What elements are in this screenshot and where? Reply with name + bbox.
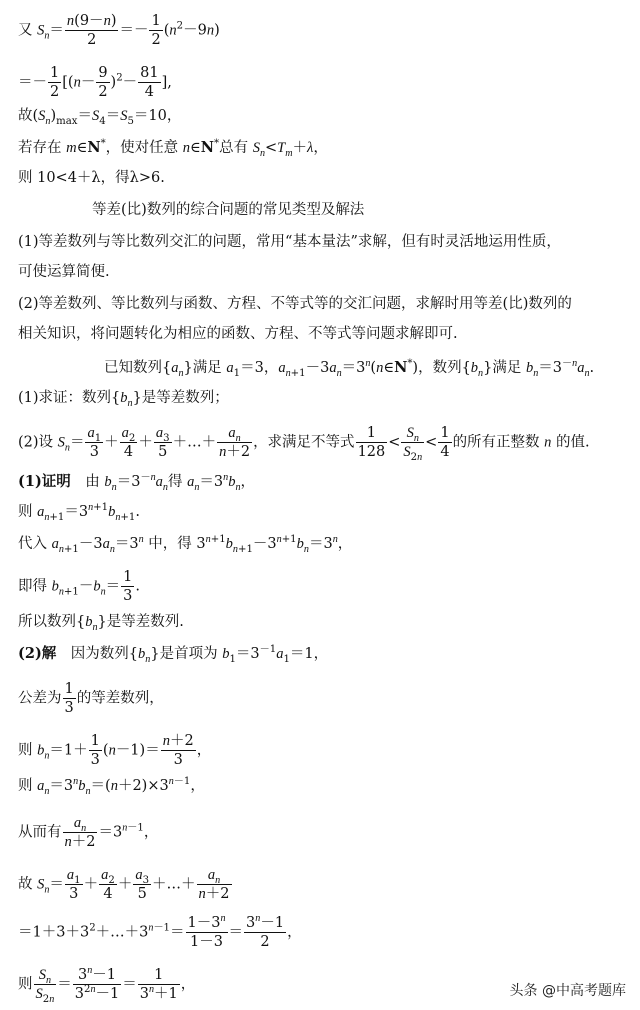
solve-start: (2)解 因为数列$\{b_n\}$是首项为 $b_1=3^{-1}a_1=1$， (18, 644, 329, 665)
proof-start: (1)证明 由 $b_n=3^{-n}a_n$得 $a_n=3^nb_n$， (18, 472, 255, 493)
line-exists: 若存在 m∈N*，使对任意 n∈N*总有 $S_n<T_m+\lambda$， (18, 138, 328, 159)
para-1b: 可使运算简便. (18, 264, 110, 280)
para-2b: 相关知识，将问题转化为相应的函数、方程、不等式等问题求解即可. (18, 326, 458, 342)
para-2a: (2)等差数列、等比数列与函数、方程、不等式等的交汇问题，求解时用等差(比)数列的 (18, 296, 572, 312)
question-2: (2)设 $S_n=$ $\frac{a_1}{3}$ ＋ $\frac{a_2}{4}$ ＋ $\frac{a_3}{5}$ ＋…＋ $\frac{a_n}{n+2}$ ，求满足不等式 $\frac{1}{128}$ < $\frac{S_n}{S_{2n}}$ < $\frac{1}{4}$ 的所有正整数 n 的值. (18, 425, 590, 463)
proof-line-4: 即得 $b_{n+1}-b_n=$ $\frac{1}{3}$ . (18, 569, 141, 604)
solve-an: 则 $a_n=3^nb_n=(n+2)\times 3^{n-1}$， (18, 776, 205, 797)
line-lambda: 则 10<4＋λ，得λ>6. (18, 170, 165, 186)
line-completed-square: ＝－ $\frac{1}{2}$ [(n－ $\frac{9}{2}$ )$^2$－ $\frac{81}{4}$ ], (18, 65, 172, 100)
solve-sum: $=1+3+3^2+\dots+3^{n-1}=$ $\frac{1-3^n}{1-3}$ ＝ $\frac{3^n-1}{2}$ ， (18, 913, 302, 950)
solve-sn-ratio: 则 $\frac{S_n}{S_{2n}}$ ＝ $\frac{3^n-1}{3^{2n}-1}$ ＝ $\frac{1}{3^n+1}$ ， (18, 965, 196, 1005)
proof-label: (1)证明 (18, 473, 71, 490)
solve-bn: 则 $b_n=1+$ $\frac{1}{3}$ (n－1)＝ $\frac{n+2}{3}$ ， (18, 733, 212, 768)
solve-ratio: 从而有 $\frac{a_n}{n+2}$ $=3^{n-1}$， (18, 815, 159, 850)
proof-line-2: 则 $a_{n+1}=3^{n+1}b_{n+1}$. (18, 502, 140, 523)
para-1a: (1)等差数列与等比数列交汇的问题，常用“基本量法”求解，但有时灵活地运用性质， (18, 234, 561, 250)
solve-label: (2)解 (18, 645, 57, 662)
line-max: 故$(S_n)_{max}=S_4=S_5=10$， (18, 108, 182, 127)
solve-common-diff: 公差为 $\frac{1}{3}$ 的等差数列， (18, 681, 164, 716)
example-statement: 已知数列$\{a_n\}$满足 $a_1=3$，$a_{n+1}-3a_n=3^n(n\in N^*)$，数列$\{b_n\}$满足 $b_n=3^{-n}a_n$. (104, 358, 595, 379)
watermark: 头条 @中高考题库 (509, 983, 626, 999)
solve-sn: 故 $S_n=$ $\frac{a_1}{3}$ ＋ $\frac{a_2}{4}$ ＋ $\frac{a_3}{5}$ ＋…＋ $\frac{a_n}{n+2}$ (18, 867, 230, 902)
question-1: (1)求证：数列$\{b_n\}$是等差数列； (18, 390, 229, 409)
line-sn-expression: 又 $S_n=$ $\frac{n(9-n)}{2}$ ＝－ $\frac{1}{2}$ $(n^2-9n)$ (18, 13, 220, 48)
proof-line-3: 代入 $a_{n+1}-3a_n=3^n$ 中，得 $3^{n+1}b_{n+1}-3^{n+1}b_n=3^n$， (18, 534, 353, 555)
proof-conclusion: 所以数列$\{b_n\}$是等差数列. (18, 614, 184, 633)
section-heading: 等差(比)数列的综合问题的常见类型及解法 (92, 202, 365, 218)
